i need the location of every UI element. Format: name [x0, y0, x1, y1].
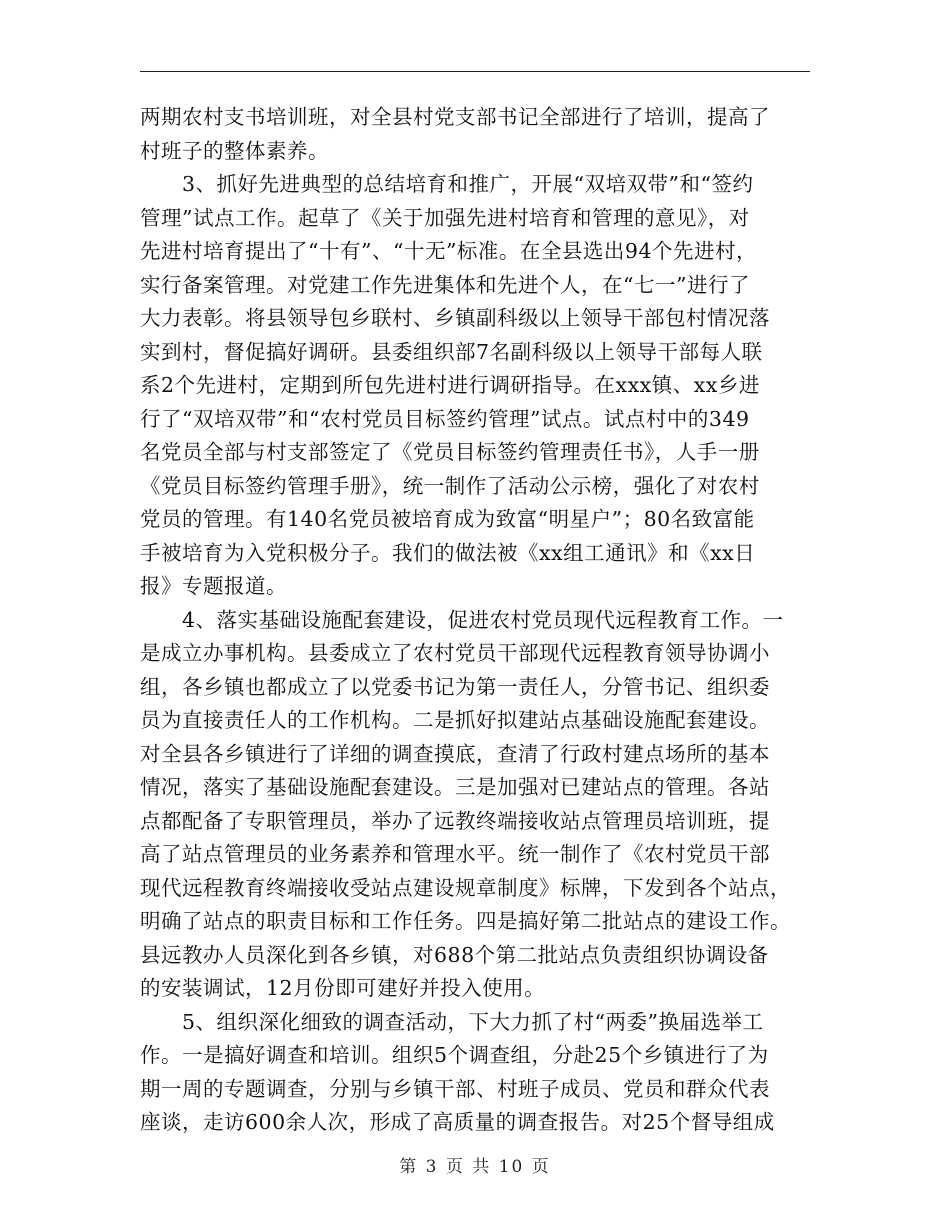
- text-line: 3、抓好先进典型的总结培育和推广，开展“双培双带”和“签约: [140, 172, 754, 196]
- text-line: 名党员全部与村支部签定了《党员目标签约管理责任书》，人手一册: [140, 440, 760, 464]
- text-line: 行了“双培双带”和“农村党员目标签约管理”试点。试点村中的349: [140, 406, 750, 431]
- text-line: 5、组织深化细致的调查活动，下大力抓了村“两委”换届选举工: [140, 1009, 764, 1034]
- text-line: 座谈，走访600余人次，形成了高质量的调查报告。对25个督导组成: [140, 1110, 775, 1134]
- text-line: 明确了站点的职责目标和工作任务。四是搞好第二批站点的建设工作。: [140, 909, 791, 933]
- text-line: 高了站点管理员的业务素养和管理水平。统一制作了《农村党员干部: [140, 842, 770, 866]
- text-line: 实行备案管理。对党建工作先进集体和先进个人，在“七一”进行了: [140, 272, 750, 297]
- text-line: 县远教办人员深化到各乡镇，对688个第二批站点负责组织协调设备: [140, 942, 769, 967]
- header-rule: [140, 71, 810, 72]
- text-line: 《党员目标签约管理手册》，统一制作了活动公示榜，强化了对农村: [140, 473, 760, 498]
- text-line: 现代远程教育终端接收受站点建设规章制度》标牌，下发到各个站点，: [140, 875, 791, 900]
- text-line: 两期农村支书培训班，对全县村党支部书记全部进行了培训，提高了: [140, 105, 770, 129]
- text-line: 组，各乡镇也都成立了以党委书记为第一责任人，分管书记、组织委: [140, 674, 770, 699]
- text-line: 对全县各乡镇进行了详细的调查摸底，查清了行政村建点场所的基本: [140, 741, 770, 766]
- text-line: 作。一是搞好调查和培训。组织5个调查组，分赴25个乡镇进行了为: [140, 1043, 769, 1067]
- text-line: 期一周的专题调查，分别与乡镇干部、村班子成员、党员和群众代表: [140, 1076, 770, 1101]
- text-line: 报》专题报道。: [140, 574, 287, 598]
- text-line: 手被培育为入党积极分子。我们的做法被《xx组工通讯》和《xx日: [140, 540, 756, 565]
- text-line: 村班子的整体素养。: [140, 138, 329, 163]
- text-line: 点都配备了专职管理员，举办了远教终端接收站点管理员培训班，提: [140, 808, 770, 833]
- text-line: 党员的管理。有140名党员被培育成为致富“明星户”；80名致富能: [140, 507, 755, 531]
- text-line: 情况，落实了基础设施配套建设。三是加强对已建站点的管理。各站: [140, 775, 770, 799]
- page-number: 第 3 页 共 10 页: [399, 1157, 551, 1177]
- text-line: 4、落实基础设施配套建设，促进农村党员现代远程教育工作。一: [140, 607, 784, 632]
- text-line: 实到村，督促搞好调研。县委组织部7名副科级以上领导干部每人联: [140, 339, 763, 364]
- text-line: 员为直接责任人的工作机构。二是抓好拟建站点基础设施配套建设。: [140, 708, 770, 732]
- text-line: 管理”试点工作。起草了《关于加强先进村培育和管理的意见》，对: [140, 205, 750, 230]
- document-body: [140, 101, 820, 1140]
- text-line: 系2个先进村，定期到所包先进村进行调研指导。在xxx镇、xx乡进: [140, 373, 760, 397]
- text-line: 先进村培育提出了“十有”、“十无”标准。在全县选出94个先进村，: [140, 239, 758, 263]
- text-line: 大力表彰。将县领导包乡联村、乡镇副科级以上领导干部包村情况落: [140, 306, 770, 330]
- text-line: 是成立办事机构。县委成立了农村党员干部现代远程教育领导协调小: [140, 641, 770, 665]
- text-line: 的安装调试，12月份即可建好并投入使用。: [140, 976, 546, 1000]
